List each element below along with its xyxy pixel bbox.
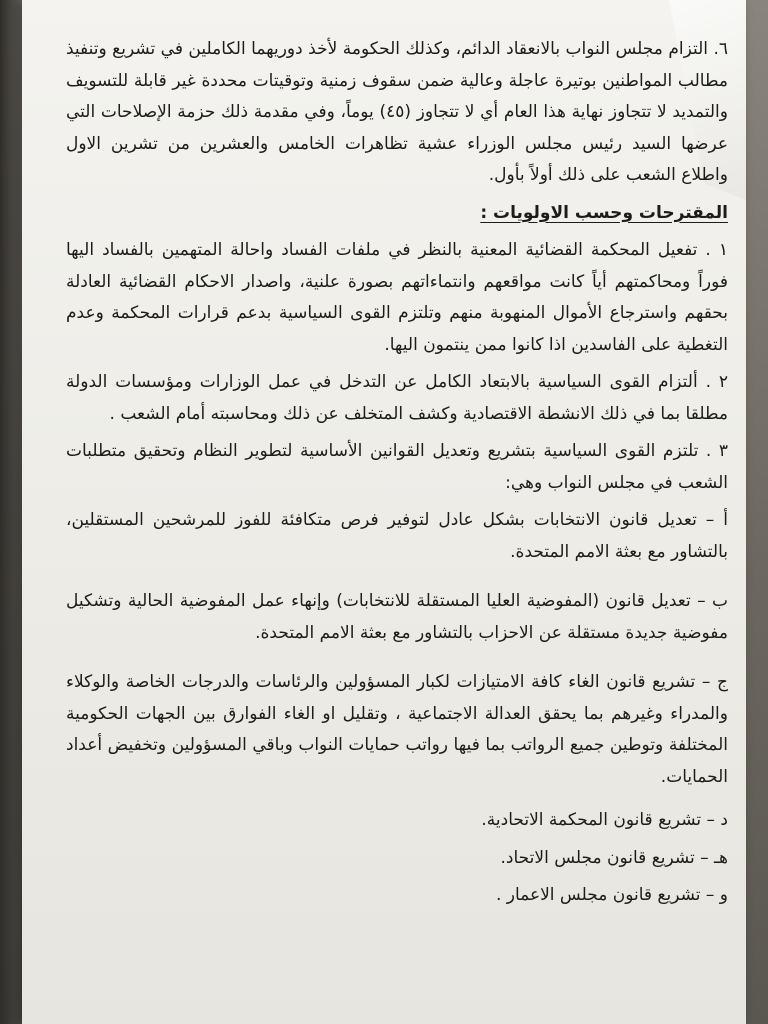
- document-page: [22, 0, 746, 1024]
- section-heading: المقترحات وحسب الاولويات :: [480, 202, 728, 223]
- sub-item-c: ج – تشريع قانون الغاء كافة الامتيازات لكبار المسؤولين والرئاسات والدرجات الخاصة والوكلاء والمدراء وغيرهم بما يحقق العدالة الاجتماعية ، وتقليل او الغاء الفوارق بين الجهات الحكومية المختلفة وتوطين جميع الرواتب بما فيها رواتب حمايات النواب وباقي المسؤولين وتخفيض أعداد الحمايات.: [66, 672, 728, 787]
- paragraph-item-1: ١ . تفعيل المحكمة القضائية المعنية بالنظر في ملفات الفساد واحالة المتهمين بالفساد اليها فوراً ومحاكمتهم أياً كانت مواقعهم وانتماءاتهم بصورة علنية، واصدار الاحكام القضائية العادلة بحقهم واسترجاع الأموال المنهوبة منهم وتلتزم القوى السياسية بدعم قرارات المحكمة وعدم التغطية على الفاسدين اذا كانوا ممن ينتمون اليها.: [66, 240, 728, 355]
- sub-item-e: هـ – تشريع قانون مجلس الاتحاد.: [500, 847, 728, 868]
- paragraph-item-3: ٣ . تلتزم القوى السياسية بتشريع وتعديل القوانين الأساسية لتطوير النظام وتحقيق متطلبات الشعب في مجلس النواب وهي:: [66, 441, 728, 493]
- sub-item-f: و – تشريع قانون مجلس الاعمار .: [495, 885, 728, 905]
- paragraph-item-6: ٦. التزام مجلس النواب بالانعقاد الدائم، وكذلك الحكومة لأخذ دوريهما الكاملين في تشريع وتنفيذ مطالب المواطنين بوتيرة عاجلة وعالية ضمن سقوف زمنية وتوقيتات محددة غير قابلة للتسويف والتمديد لا تتجاوز نهاية هذا العام أي لا تتجاوز (٤٥) يوماً، وفي مقدمة ذلك حزمة الإصلاحات التي عرضها السيد رئيس مجلس الوزراء عشية تظاهرات الخامس والعشرين من تشرين الاول واطلاع الشعب على ذلك أولاً بأول.: [66, 39, 728, 185]
- sub-item-b: ب – تعديل قانون (المفوضية العليا المستقلة للانتخابات) وإنهاء عمل المفوضية الحالية وتشكيل مفوضية جديدة مستقلة عن الاحزاب بالتشاور مع بعثة الامم المتحدة.: [66, 591, 728, 643]
- sub-item-d: د – تشريع قانون المحكمة الاتحادية.: [481, 810, 728, 830]
- paragraph-item-2: ٢ . ألتزام القوى السياسية بالابتعاد الكامل عن التدخل في عمل الوزارات ومؤسسات الدولة مطلقا بما في ذلك الانشطة الاقتصادية وكشف المتخلف عن ذلك ومحاسبته أمام الشعب .: [66, 372, 728, 424]
- sub-item-a: أ – تعديل قانون الانتخابات بشكل عادل لتوفير فرص متكافئة للفوز للمرشحين المستقلين، بالتشاور مع بعثة الامم المتحدة.: [66, 510, 728, 562]
- document-body: [66, 34, 728, 912]
